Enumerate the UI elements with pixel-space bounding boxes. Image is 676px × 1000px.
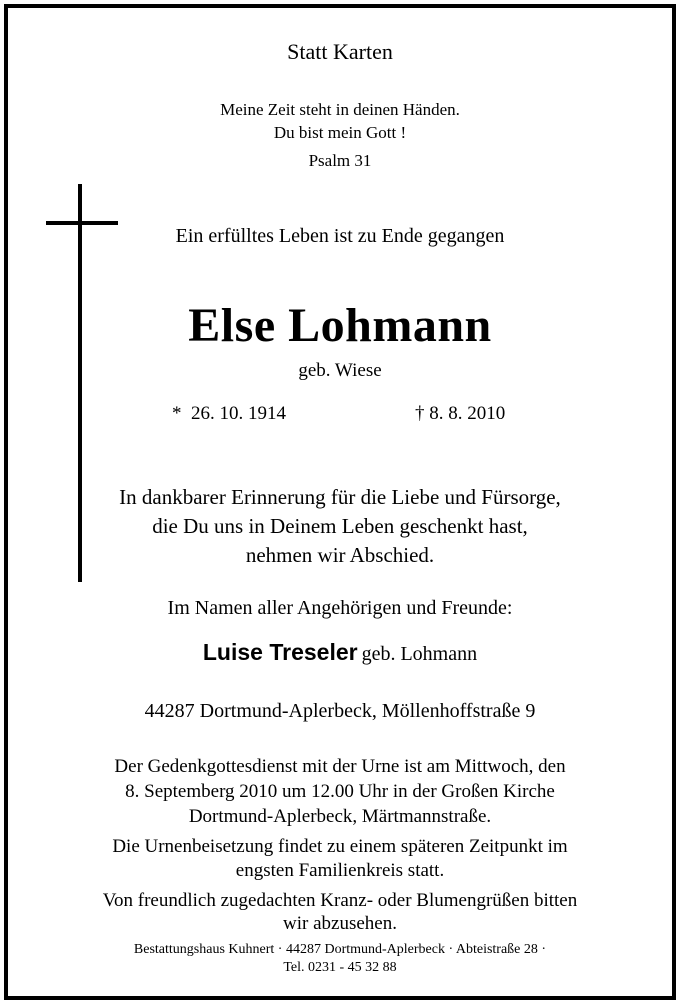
footer-line-2: Tel. 0231 - 45 32 88 xyxy=(283,960,397,975)
death-date-value: 8. 8. 2010 xyxy=(429,403,506,424)
flowers-line-2: wir abzusehen. xyxy=(283,913,397,934)
deceased-maiden-name: geb. Wiese xyxy=(298,360,382,381)
burial-line-2: engsten Familienkreis statt. xyxy=(235,860,445,881)
verse-line-1: Meine Zeit steht in deinen Händen. xyxy=(220,100,460,119)
death-date xyxy=(415,403,505,425)
family-intro: Im Namen aller Angehörigen und Freunde: xyxy=(167,597,513,619)
signer-name: Luise Treseler xyxy=(202,639,358,665)
service-line-3: Dortmund-Aplerbeck, Märtmannstraße. xyxy=(188,806,492,827)
family-address: 44287 Dortmund-Aplerbeck, Möllenhoffstraße 9 xyxy=(144,700,536,722)
remembrance-line-2: die Du uns in Deinem Leben geschenkt hast, xyxy=(152,514,528,538)
remembrance-line-1: In dankbarer Erinnerung für die Liebe und Fürsorge, xyxy=(119,485,561,509)
signer xyxy=(8,639,672,666)
death-dagger-icon: † xyxy=(415,403,425,424)
flowers-line-1: Von freundlich zugedachten Kranz- oder Blumengrüßen bitten xyxy=(102,890,578,911)
header-title: Statt Karten xyxy=(287,39,393,64)
footer-line-1: Bestattungshaus Kuhnert · 44287 Dortmund-Aplerbeck · Abteistraße 28 · xyxy=(133,942,547,957)
remembrance-line-3: nehmen wir Abschied. xyxy=(245,543,435,567)
birth-date-value: 26. 10. 1914 xyxy=(191,403,286,424)
birth-star-icon: * xyxy=(172,403,182,424)
deceased-name: Else Lohmann xyxy=(188,299,492,352)
verse-source: Psalm 31 xyxy=(308,151,372,170)
signer-maiden-name: geb. Lohmann xyxy=(361,643,478,665)
verse-line-2: Du bist mein Gott ! xyxy=(273,123,407,142)
service-line-2: 8. Septemberg 2010 um 12.00 Uhr in der Großen Kirche xyxy=(125,781,555,802)
intro-text: Ein erfülltes Leben ist zu Ende gegangen xyxy=(175,225,505,247)
burial-line-1: Die Urnenbeisetzung findet zu einem späteren Zeitpunkt im xyxy=(112,836,568,857)
obituary-notice xyxy=(4,4,676,1000)
service-line-1: Der Gedenkgottesdienst mit der Urne ist am Mittwoch, den xyxy=(114,756,566,777)
birth-date xyxy=(172,403,286,425)
